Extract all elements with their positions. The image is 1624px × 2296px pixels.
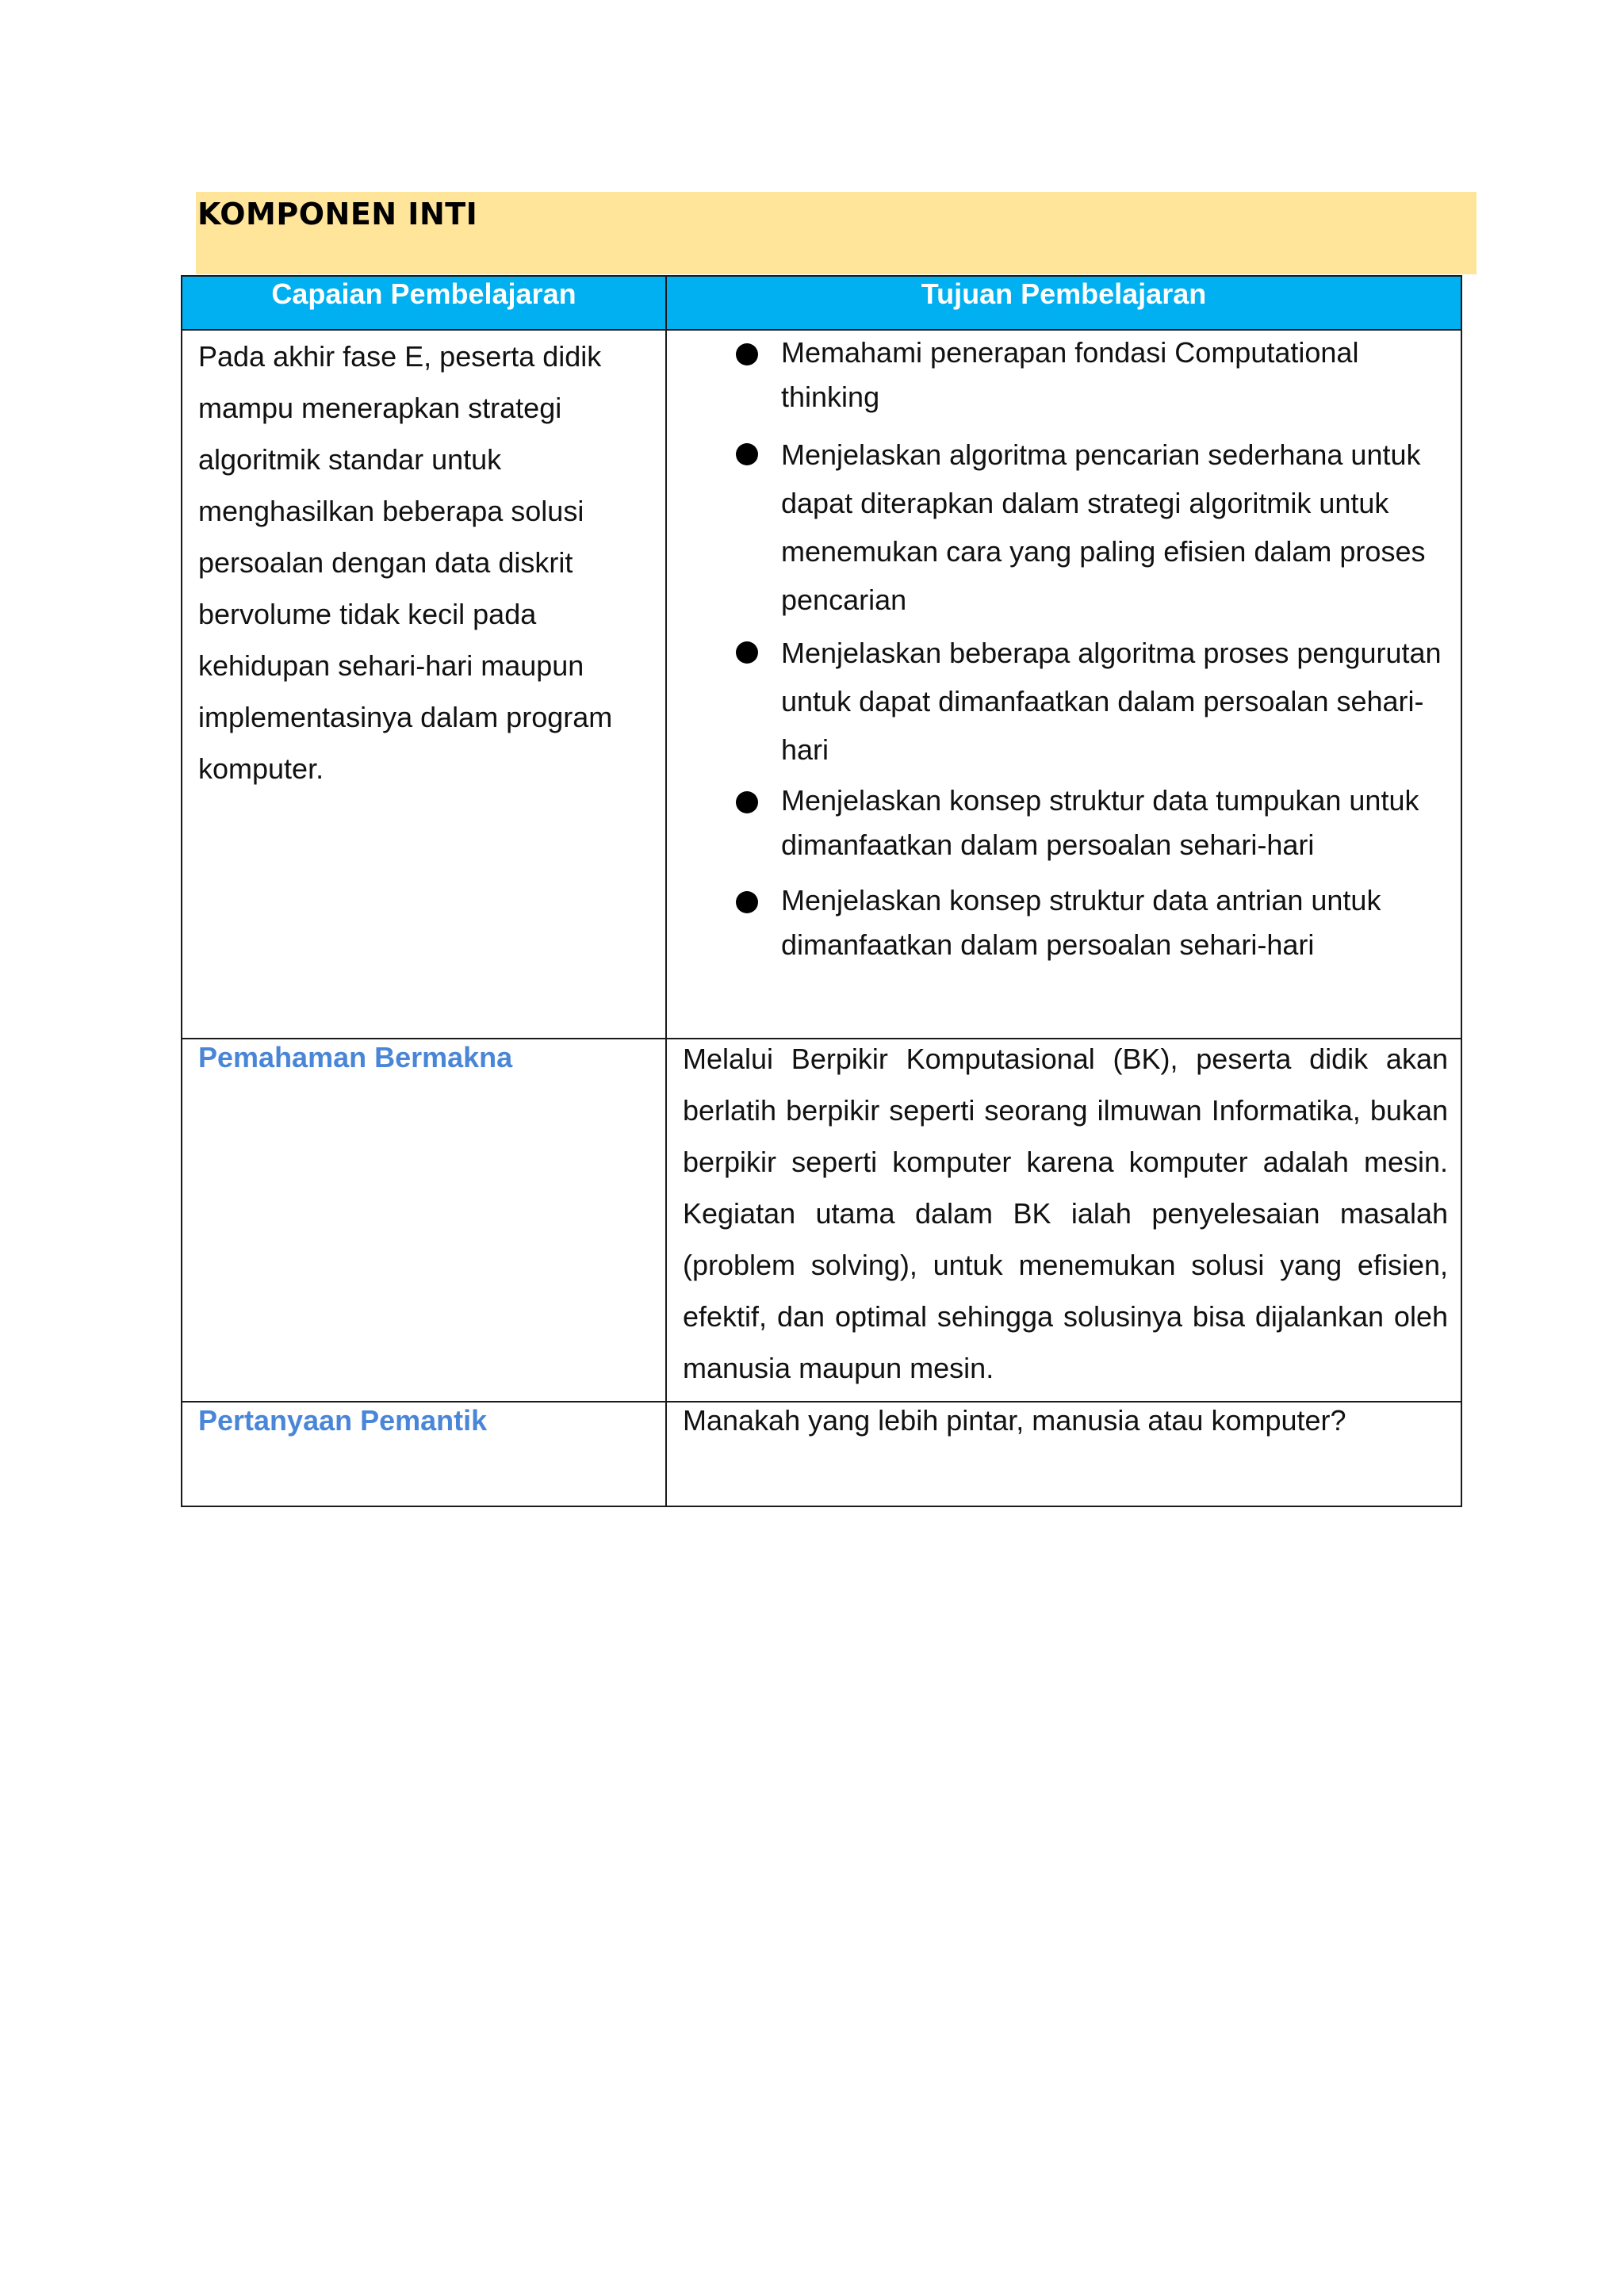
tujuan-item-text: Menjelaskan beberapa algoritma proses pengurutan untuk dapat dimanfaatkan dalam persoalan sehari-hari [781,637,1442,766]
bullet-icon [736,791,758,813]
header-tujuan: Tujuan Pembelajaran [666,276,1461,330]
bullet-icon [736,641,758,664]
tujuan-list [667,331,1461,967]
list-item [667,629,1445,774]
tujuan-item-text: Menjelaskan konsep struktur data antrian untuk dimanfaatkan dalam persoalan sehari-hari [781,884,1381,961]
pertanyaan-label-cell [182,1402,666,1506]
pertanyaan-text: Manakah yang lebih pintar, manusia atau komputer? [683,1404,1346,1437]
pertanyaan-label: Pertanyaan Pemantik [198,1404,488,1437]
tujuan-item-text: Memahami penerapan fondasi Computational thinking [781,336,1359,413]
list-item [667,878,1445,967]
tujuan-item-text: Menjelaskan algoritma pencarian sederhana untuk dapat diterapkan dalam strategi algoritmik untuk menemukan cara yang paling efisien dalam proses pencarian [781,438,1426,616]
pemahaman-label-cell [182,1039,666,1402]
tujuan-cell [666,330,1461,1039]
capaian-cell [182,330,666,1039]
table-row [182,330,1461,1039]
header-capaian: Capaian Pembelajaran [182,276,666,330]
section-title: KOMPONEN INTI [197,197,478,232]
list-item [667,331,1445,419]
list-item [667,779,1445,867]
capaian-text: Pada akhir fase E, peserta didik mampu menerapkan strategi algoritmik standar untuk menghasilkan beberapa solusi persoalan dengan data diskrit bervolume tidak kecil pada kehidupan sehari-hari maupun implementasinya dalam program komputer. [198,340,613,785]
pemahaman-text: Melalui Berpikir Komputasional (BK), peserta didik akan berlatih berpikir seperti seorang ilmuwan Informatika, bukan berpikir seperti komputer karena komputer adalah mesin. Kegiatan utama dalam BK ialah penyelesaian masalah (problem solving), untuk menemukan solusi yang efisien, efektif, dan optimal sehingga solusinya bisa dijalankan oleh manusia maupun mesin. [683,1043,1448,1384]
list-item [667,430,1445,624]
table-header-row [182,276,1461,330]
bullet-icon [736,891,758,913]
table-row [182,1402,1461,1506]
bullet-icon [736,443,758,465]
pertanyaan-text-cell [666,1402,1461,1506]
tujuan-item-text: Menjelaskan konsep struktur data tumpukan untuk dimanfaatkan dalam persoalan sehari-hari [781,784,1419,861]
pemahaman-text-cell [666,1039,1461,1402]
core-component-table [181,275,1462,1507]
bullet-icon [736,343,758,365]
table-row [182,1039,1461,1402]
pemahaman-label: Pemahaman Bermakna [198,1041,513,1073]
